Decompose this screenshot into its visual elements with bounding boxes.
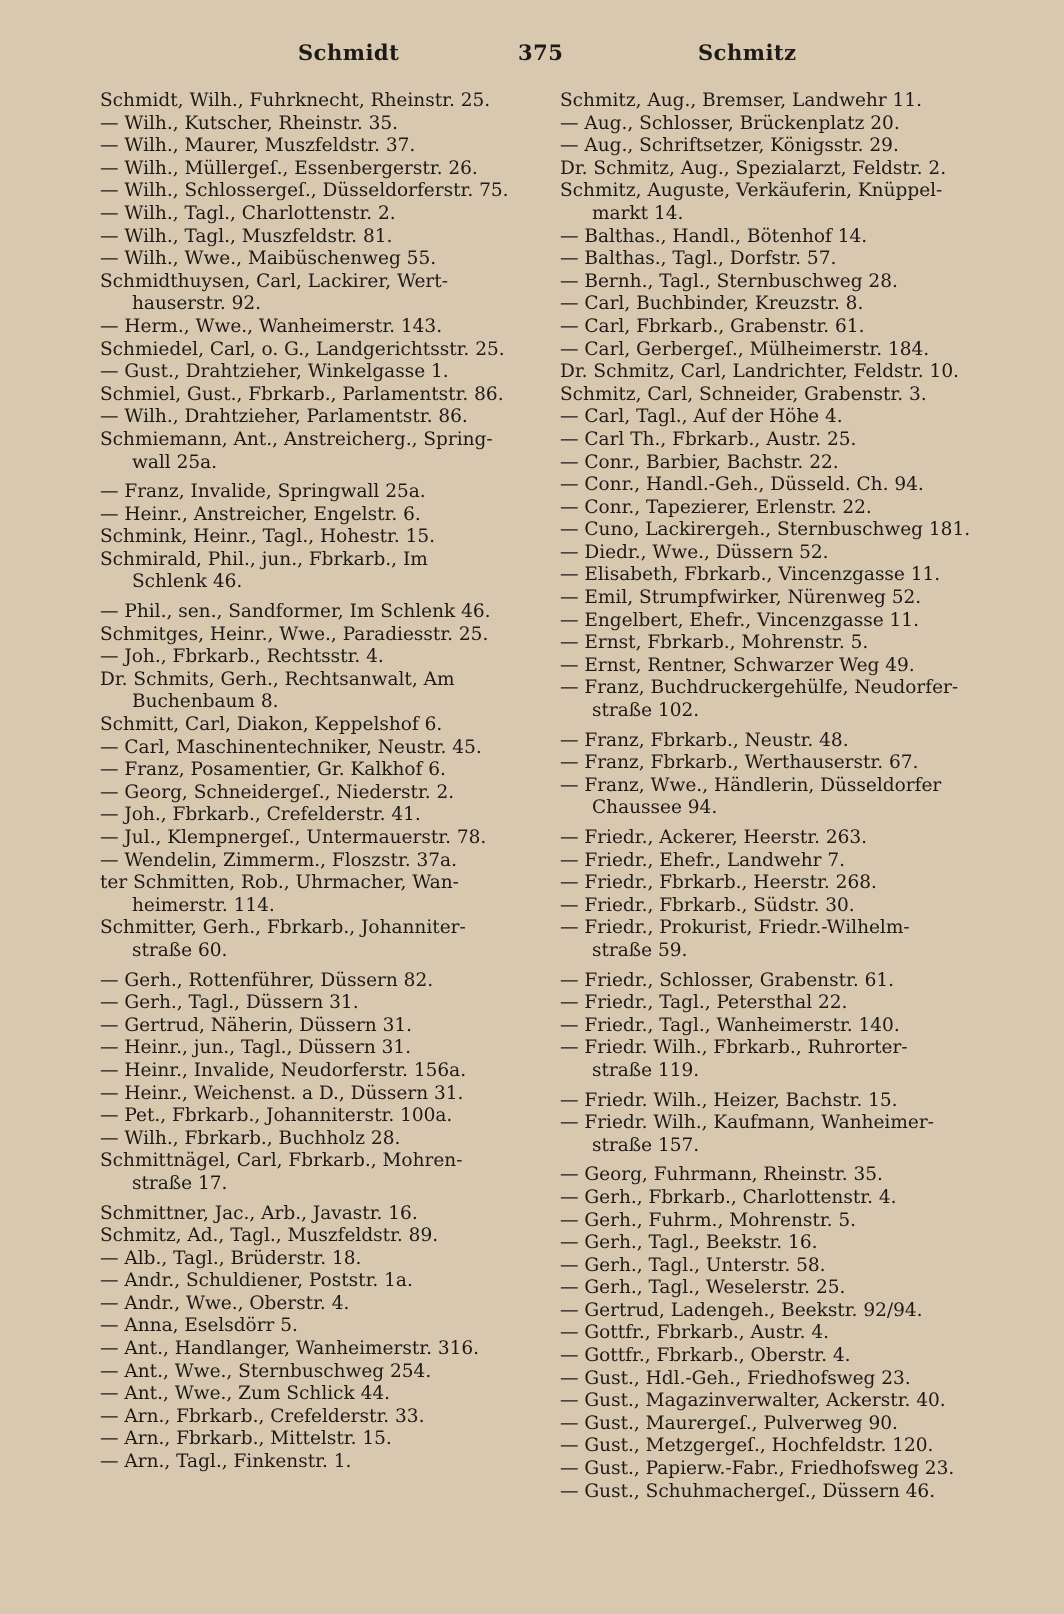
directory-entry: — Carl, Gerbergeſ., Mülheimerstr. 184. (560, 338, 930, 360)
directory-entry: — Friedr. Wilh., Kaufmann, Wanheimer- (560, 1112, 934, 1134)
directory-entry: — Heinr., Weichenst. a D., Düssern 31. (100, 1082, 464, 1104)
directory-entry: — Anna, Eselsdörr 5. (100, 1315, 298, 1337)
directory-entry: — Alb., Tagl., Brüderstr. 18. (100, 1247, 362, 1269)
directory-entry: — Friedr., Schlosser, Grabenstr. 61. (560, 969, 895, 991)
directory-entry: Schmitz, Aug., Bremser, Landwehr 11. (560, 90, 922, 111)
directory-entry: — Gust., Papierw.-Fabr., Friedhofsweg 23. (560, 1458, 955, 1480)
directory-entry: — Friedr., Fbrkarb., Heerstr. 268. (560, 872, 877, 894)
directory-entry: — Franz, Posamentier, Gr. Kalkhof 6. (100, 759, 446, 781)
directory-entry: Schmitges, Heinr., Wwe., Paradiesstr. 25. (100, 623, 489, 645)
directory-entry: Schmitt, Carl, Diakon, Keppelshof 6. (100, 714, 443, 736)
directory-entry: — Gust., Metzgergeſ., Hochfeldstr. 120. (560, 1435, 934, 1457)
directory-entry: Schmittnägel, Carl, Fbrkarb., Mohren- (100, 1150, 463, 1172)
directory-entry: straße 59. (592, 939, 688, 961)
directory-entry: — Andr., Schuldiener, Poststr. 1a. (100, 1270, 413, 1292)
directory-entry: — Gerh., Tagl., Unterstr. 58. (560, 1254, 826, 1276)
directory-entry: — Wilh., Drahtzieher, Parlamentstr. 86. (100, 406, 468, 428)
right-column (560, 90, 1004, 1503)
directory-entry: — Gerh., Tagl., Düssern 31. (100, 992, 359, 1014)
directory-entry: — Carl, Fbrkarb., Grabenstr. 61. (560, 315, 865, 337)
directory-entry: — Gerh., Tagl., Weselerstr. 25. (560, 1277, 846, 1299)
directory-entry: — Carl, Maschinentechniker, Neustr. 45. (100, 736, 482, 758)
header-left-keyword: Schmidt (298, 40, 400, 65)
directory-entry: — Phil., sen., Sandformer, Im Schlenk 46. (100, 601, 491, 623)
directory-entry: Dr. Schmitz, Aug., Spezialarzt, Feldstr. 2. (560, 157, 947, 179)
directory-entry: — Friedr., Fbrkarb., Südstr. 30. (560, 894, 855, 916)
directory-entry: — Conr., Handl.-Geh., Düsseld. Ch. 94. (560, 474, 924, 496)
directory-entry: — Heinr., Anstreicher, Engelstr. 6. (100, 503, 421, 525)
directory-entry: markt 14. (592, 202, 684, 224)
directory-entry: — Georg, Schneidergeſ., Niederstr. 2. (100, 781, 455, 803)
directory-entry: — Franz, Wwe., Händlerin, Düsseldorfer (560, 774, 942, 796)
directory-entry: — Gottfr., Fbrkarb., Oberstr. 4. (560, 1345, 851, 1367)
directory-entry: — Gerh., Fbrkarb., Charlottenstr. 4. (560, 1186, 897, 1208)
directory-entry: — Friedr., Tagl., Petersthal 22. (560, 992, 848, 1014)
directory-entry: Schmitz, Auguste, Verkäuferin, Knüppel- (560, 180, 943, 202)
directory-entry: — Friedr. Wilh., Fbrkarb., Ruhrorter- (560, 1037, 908, 1059)
directory-entry: — Ant., Wwe., Sternbuschweg 254. (100, 1360, 432, 1382)
directory-entry: Schmidt, Wilh., Fuhrknecht, Rheinstr. 25. (100, 90, 491, 111)
directory-entry: — Carl Th., Fbrkarb., Austr. 25. (560, 428, 857, 450)
directory-entry: — Franz, Invalide, Springwall 25a. (100, 481, 426, 503)
directory-entry: — Friedr., Ehefr., Landwehr 7. (560, 849, 846, 871)
directory-entry: — Wilh., Kutscher, Rheinstr. 35. (100, 112, 399, 134)
directory-entry: — Friedr., Ackerer, Heerstr. 263. (560, 827, 868, 848)
directory-entry: hauserstr. 92. (132, 293, 262, 315)
directory-entry: Schmitter, Gerh., Fbrkarb., Johanniter- (100, 917, 466, 939)
directory-entry: — Gust., Maurergeſ., Pulverweg 90. (560, 1412, 898, 1434)
directory-entry: — Arn., Fbrkarb., Crefelderstr. 33. (100, 1405, 425, 1427)
directory-entry: — Carl, Buchbinder, Kreuzstr. 8. (560, 293, 864, 315)
directory-entry: Dr. Schmitz, Carl, Landrichter, Feldstr. 10. (560, 361, 959, 383)
directory-entry: straße 119. (592, 1059, 700, 1081)
directory-entry: — Wilh., Maurer, Muszfeldstr. 37. (100, 135, 416, 157)
directory-entry: Dr. Schmits, Gerh., Rechtsanwalt, Am (100, 668, 455, 690)
directory-entry: — Ernst, Rentner, Schwarzer Weg 49. (560, 654, 915, 676)
left-column (100, 90, 536, 1474)
directory-entry: — Herm., Wwe., Wanheimerstr. 143. (100, 315, 443, 337)
directory-entry: — Gust., Schuhmachergeſ., Düssern 46. (560, 1480, 936, 1502)
page-number: 375 (518, 40, 564, 65)
directory-entry: — Ernst, Fbrkarb., Mohrenstr. 5. (560, 632, 869, 654)
directory-entry: Schmitz, Ad., Tagl., Muszfeldstr. 89. (100, 1225, 439, 1247)
directory-entry: — Gerh., Tagl., Beekstr. 16. (560, 1232, 818, 1254)
directory-entry: — Gust., Drahtzieher, Winkelgasse 1. (100, 361, 449, 383)
directory-entry: — Gust., Hdl.-Geh., Friedhofsweg 23. (560, 1367, 911, 1389)
directory-entry: — Balthas., Handl., Bötenhof 14. (560, 225, 868, 247)
directory-entry: — Wilh., Tagl., Charlottenstr. 2. (100, 202, 396, 224)
directory-entry: — Georg, Fuhrmann, Rheinstr. 35. (560, 1164, 883, 1186)
directory-entry: Schmiel, Gust., Fbrkarb., Parlamentstr. 86. (100, 383, 504, 405)
header-right-keyword: Schmitz (698, 40, 797, 65)
directory-entry: — Franz, Buchdruckergehülfe, Neudorfer- (560, 677, 959, 699)
directory-entry: — Gerh., Rottenführer, Düssern 82. (100, 969, 434, 991)
directory-entry: — Carl, Tagl., Auf der Höhe 4. (560, 406, 843, 428)
directory-entry: — Gottfr., Fbrkarb., Austr. 4. (560, 1322, 829, 1344)
directory-entry: — Friedr. Wilh., Heizer, Bachstr. 15. (560, 1089, 898, 1111)
directory-entry: Chaussee 94. (592, 797, 718, 819)
directory-entry: — Wilh., Müllergeſ., Essenbergerstr. 26. (100, 157, 478, 179)
directory-entry: — Friedr., Prokurist, Friedr.-Wilhelm- (560, 917, 910, 939)
directory-entry: — Engelbert, Ehefr., Vincenzgasse 11. (560, 609, 919, 631)
directory-entry: — Ant., Wwe., Zum Schlick 44. (100, 1383, 391, 1405)
directory-entry: ter Schmitten, Rob., Uhrmacher, Wan- (100, 872, 459, 894)
directory-entry: — Conr., Tapezierer, Erlenstr. 22. (560, 496, 872, 518)
directory-entry: Schmitz, Carl, Schneider, Grabenstr. 3. (560, 383, 927, 405)
directory-entry: — Andr., Wwe., Oberstr. 4. (100, 1292, 350, 1314)
directory-entry: — Wilh., Wwe., Maibüschenweg 55. (100, 248, 437, 270)
directory-entry: — Emil, Strumpfwirker, Nürenweg 52. (560, 587, 922, 609)
directory-entry: — Franz, Fbrkarb., Werthauserstr. 67. (560, 752, 919, 774)
directory-entry: — Gertrud, Ladengeh., Beekstr. 92/94. (560, 1299, 923, 1321)
directory-entry: — Gust., Magazinverwalter, Ackerstr. 40. (560, 1390, 946, 1412)
directory-entry: — Ant., Handlanger, Wanheimerstr. 316. (100, 1338, 480, 1360)
directory-entry: — Wilh., Fbrkarb., Buchholz 28. (100, 1127, 401, 1149)
directory-entry: Schmink, Heinr., Tagl., Hohestr. 15. (100, 526, 436, 548)
directory-entry: straße 60. (132, 939, 228, 961)
directory-entry: — Aug., Schlosser, Brückenplatz 20. (560, 112, 900, 134)
directory-entry: Schmidthuysen, Carl, Lackirer, Wert- (100, 270, 448, 292)
directory-entry: Buchenbaum 8. (132, 691, 279, 713)
directory-entry: — Aug., Schriftsetzer, Königsstr. 29. (560, 135, 899, 157)
directory-entry: — Pet., Fbrkarb., Johanniterstr. 100a. (100, 1105, 453, 1127)
directory-entry: — Wendelin, Zimmerm., Floszstr. 37a. (100, 849, 457, 871)
directory-entry: — Arn., Fbrkarb., Mittelstr. 15. (100, 1428, 392, 1450)
directory-entry: — Heinr., Invalide, Neudorferstr. 156a. (100, 1059, 467, 1081)
directory-entry: — Wilh., Tagl., Muszfeldstr. 81. (100, 225, 393, 247)
directory-entry: Schlenk 46. (132, 571, 243, 593)
directory-entry: wall 25a. (132, 451, 218, 473)
directory-entry: straße 17. (132, 1172, 228, 1194)
directory-entry: — Balthas., Tagl., Dorfstr. 57. (560, 248, 837, 270)
directory-entry: Schmittner, Jac., Arb., Javastr. 16. (100, 1202, 418, 1224)
page-header (0, 40, 1064, 76)
directory-entry: — Conr., Barbier, Bachstr. 22. (560, 451, 839, 473)
directory-entry: — Elisabeth, Fbrkarb., Vincenzgasse 11. (560, 564, 941, 586)
directory-entry: Schmiedel, Carl, o. G., Landgerichtsstr. 25. (100, 338, 505, 360)
directory-entry: — Heinr., jun., Tagl., Düssern 31. (100, 1037, 412, 1059)
directory-entry: straße 157. (592, 1134, 700, 1156)
directory-entry: — Diedr., Wwe., Düssern 52. (560, 541, 829, 563)
directory-entry: — Gertrud, Näherin, Düssern 31. (100, 1014, 413, 1036)
directory-entry: Schmiemann, Ant., Anstreicherg., Spring- (100, 428, 493, 450)
directory-entry: — Franz, Fbrkarb., Neustr. 48. (560, 729, 849, 751)
directory-entry: — Cuno, Lackirergeh., Sternbuschweg 181. (560, 519, 971, 541)
directory-entry: straße 102. (592, 700, 700, 722)
directory-entry: heimerstr. 114. (132, 894, 275, 916)
directory-entry: — Arn., Tagl., Finkenstr. 1. (100, 1451, 352, 1473)
directory-entry: — Wilh., Schlossergeſ., Düsseldorferstr. 75. (100, 180, 509, 202)
directory-entry: — Joh., Fbrkarb., Rechtsstr. 4. (100, 646, 384, 668)
directory-entry: — Joh., Fbrkarb., Crefelderstr. 41. (100, 804, 421, 826)
directory-entry: — Gerh., Fuhrm., Mohrenstr. 5. (560, 1209, 857, 1231)
directory-entry: — Bernh., Tagl., Sternbuschweg 28. (560, 270, 898, 292)
directory-entry: — Friedr., Tagl., Wanheimerstr. 140. (560, 1014, 900, 1036)
directory-entry: — Jul., Klempnergeſ., Untermauerstr. 78. (100, 827, 487, 848)
directory-entry: Schmirald, Phil., jun., Fbrkarb., Im (100, 548, 428, 570)
